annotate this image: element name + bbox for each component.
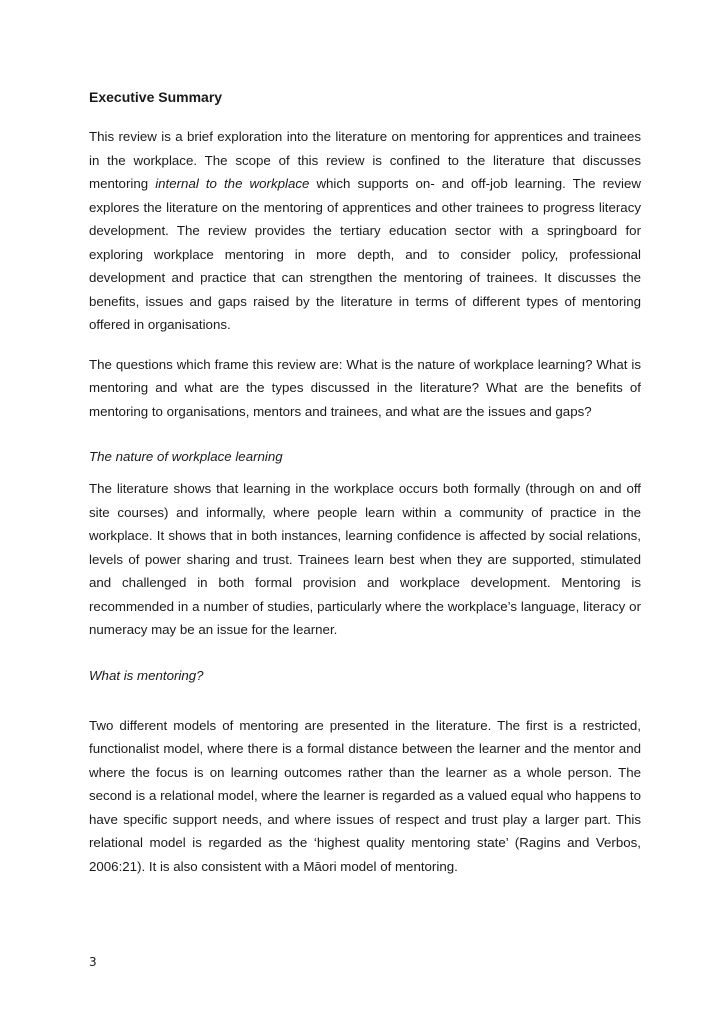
intro-paragraph-part1: This review is a brief exploration into the literature on mentoring for apprentices and trainees in the workplace. The scope of this review is confined to the literature that discusses mentoring	[89, 129, 641, 191]
executive-summary-heading: Executive Summary	[89, 89, 223, 105]
intro-paragraph-part2: which supports on- and off-job learning. The review explores the literature on the mentoring of apprentices and other trainees to progress literacy development. The review provides the tertiary education sector with a springboard for exploring workplace mentoring in more depth, and to consider policy, professional development and practice that can strengthen the mentoring of trainees. It discusses the benefits, issues and gaps raised by the literature in terms of different types of mentoring offered in organisations.	[89, 176, 641, 332]
questions-paragraph: The questions which frame this review are: What is the nature of workplace learning? What is mentoring and what are the types discussed in the literature? What are the benefits of mentoring to organisations, mentors and trainees, and what are the issues and gaps?	[89, 356, 641, 419]
nature-of-learning-heading: The nature of workplace learning	[89, 449, 283, 464]
document-body	[89, 87, 641, 878]
mentoring-models-paragraph: Two different models of mentoring are presented in the literature. The first is a restricted, functionalist model, where there is a formal distance between the learner and the mentor and where the focus is on learning outcomes rather than the learner as a whole person. The second is a relational model, where the learner is regarded as a valued equal who happens to have specific support needs, and where issues of respect and trust play a larger part. This relational model is regarded as the ‘highest quality mentoring state’ (Ragins and Verbos, 2006:21). It is also consistent with a Māori model of mentoring.	[89, 717, 641, 874]
page-number: 3	[89, 955, 97, 969]
intro-paragraph	[89, 125, 641, 337]
intro-paragraph-emphasis: internal to the workplace	[155, 176, 310, 191]
what-is-mentoring-heading: What is mentoring?	[89, 667, 204, 683]
nature-of-learning-paragraph: The literature shows that learning in the workplace occurs both formally (through on and off site courses) and informally, where people learn within a community of practice in the workplace. It shows that in both instances, learning confidence is affected by social relations, levels of power sharing and trust. Trainees learn best when they are supported, stimulated and challenged in both formal provision and workplace development. Mentoring is recommended in a number of studies, particularly where the workplace’s language, literacy or numeracy may be an issue for the learner.	[89, 481, 641, 637]
